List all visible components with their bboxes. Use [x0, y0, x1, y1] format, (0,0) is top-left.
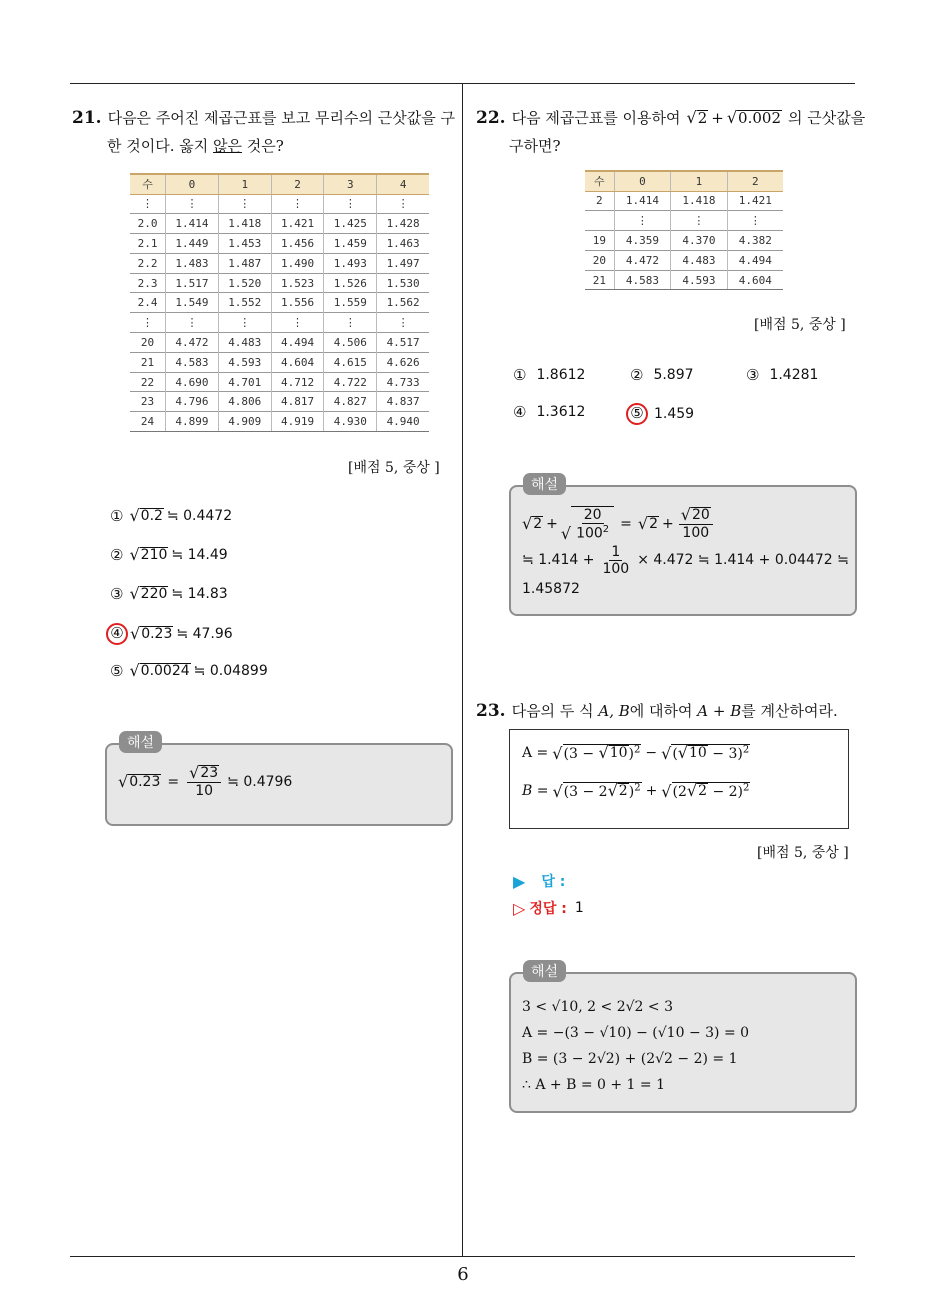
table-cell: ⋮ [218, 194, 271, 214]
table-cell: ⋮ [271, 313, 324, 333]
table-cell: 1.487 [218, 253, 271, 273]
q22-solution-tag: 해설 [523, 473, 566, 495]
choice-value: 1.3612 [536, 404, 586, 420]
q23-sol-line2: A = −(3 − √10) − (√10 − 3) = 0 [522, 1025, 750, 1041]
table-cell: 4.472 [614, 250, 670, 270]
table-cell: 1.556 [271, 293, 324, 313]
page-number: 6 [457, 1264, 469, 1285]
q23-correct-value: 1 [574, 900, 584, 916]
table-cell: ⋮ [377, 313, 429, 333]
triangle-outline-icon: ▷ [513, 898, 526, 918]
table-cell: 1.483 [166, 253, 219, 273]
table-row [130, 234, 429, 254]
table-cell: ⋮ [614, 211, 670, 231]
q21-square-root-table [130, 173, 429, 432]
q22-sol-line2 [522, 544, 849, 577]
q23-def-b: B = √ (3 − 2 √ 2 )$^2$ + √ (2 √ 2 − 2)$^2$ [522, 781, 750, 801]
q21-sol-eq: = [167, 774, 180, 791]
table-cell: 1.414 [614, 191, 670, 211]
table-cell: 4.615 [324, 352, 377, 372]
q22-sol-fexp: 2 [602, 524, 610, 536]
choice-value: 1.8612 [536, 367, 586, 383]
q22-sol-f2den: 100 [682, 524, 710, 541]
q22-score: [배점 5, 중상 ] [754, 317, 846, 333]
question-21 [72, 104, 457, 160]
table-cell: 1.562 [377, 293, 429, 313]
table-cell: 4.382 [727, 231, 783, 251]
q22-sol-fden: 100 [576, 525, 603, 542]
q23-correct-line [513, 898, 584, 918]
q22-line1 [476, 104, 866, 132]
q22-sol-f2num: 20 [691, 507, 710, 524]
table-cell: 1.530 [377, 273, 429, 293]
table-cell: 4.583 [614, 270, 670, 290]
table-cell: ⋮ [166, 194, 219, 214]
q21-score: [배점 5, 중상 ] [348, 460, 440, 476]
table-row [585, 211, 783, 231]
table-row [130, 392, 429, 412]
table-cell: 1.449 [166, 234, 219, 254]
table-cell: 1.414 [166, 214, 219, 234]
q23-text-a: 다음의 두 식 [511, 702, 594, 720]
q21-sol-radicand: 0.23 [129, 774, 161, 791]
table-row [130, 194, 429, 214]
q22-sol-l2fnum: 1 [611, 543, 621, 560]
table-cell: 4.359 [614, 231, 670, 251]
table-header-cell: 1 [671, 171, 727, 191]
table-cell: 1.549 [166, 293, 219, 313]
table-row [585, 250, 783, 270]
table-cell: 4.604 [727, 270, 783, 290]
table-cell: 4.626 [377, 352, 429, 372]
q22-choice-4[interactable] [513, 403, 585, 421]
table-cell: 2.2 [130, 253, 166, 273]
q21-sol-fraction: √ 23 10 [187, 765, 221, 799]
q21-text-underline: 않은 [213, 137, 242, 155]
table-row [585, 231, 783, 251]
q21-text-1: 다음은 주어진 제곱근표를 보고 무리수의 근삿값을 구 [107, 109, 455, 127]
q23-text-c: 를 계산하여라. [741, 702, 838, 720]
q22-choice-2[interactable] [630, 366, 694, 384]
table-header-cell: 2 [271, 174, 324, 194]
table-cell: 2.0 [130, 214, 166, 234]
table-cell: 1.523 [271, 273, 324, 293]
q22-sol-line1: √ 2 + √ $\frac{20}{100^2}$ = √ 2 + √ 20 100 [522, 506, 849, 542]
choice-value: 1.459 [654, 406, 695, 422]
q21-solution-math [118, 765, 292, 799]
q22-sol-l2a: ≒ 1.414 + [522, 552, 595, 569]
table-cell: 4.483 [671, 250, 727, 270]
q21-choice-3[interactable] [110, 585, 228, 603]
table-header-cell: 1 [218, 174, 271, 194]
table-cell: 1.463 [377, 234, 429, 254]
choice-sqrt: √ 210 [129, 545, 168, 564]
table-row [130, 273, 429, 293]
table-cell: 1.493 [324, 253, 377, 273]
table-cell: 2.4 [130, 293, 166, 313]
table-cell: 1.418 [218, 214, 271, 234]
choice-number: ① [110, 507, 124, 525]
q22-sol-l2b: × 4.472 ≒ 1.414 + 0.04472 ≒ [637, 552, 849, 569]
table-cell: 1.425 [324, 214, 377, 234]
q22-plus: + [711, 109, 724, 127]
bottom-rule [70, 1256, 855, 1257]
q23-text-b: 에 대하여 [629, 702, 693, 720]
choice-number: ③ [110, 585, 124, 603]
table-cell: 4.837 [377, 392, 429, 412]
table-header-cell: 수 [585, 171, 614, 191]
q23-sol-line4: ∴ A + B = 0 + 1 = 1 [522, 1077, 666, 1093]
table-cell: 20 [585, 250, 614, 270]
question-22 [476, 104, 866, 160]
q22-sqrt-2: √ 2 [686, 108, 708, 128]
choice-sqrt: √ 220 [129, 584, 168, 603]
table-cell: 4.930 [324, 412, 377, 432]
choice-number: ① [513, 366, 527, 384]
table-cell: 21 [130, 352, 166, 372]
q23-def-b-label: B = [522, 782, 549, 799]
q22-sol-fnum: 20 [583, 507, 602, 523]
table-cell: 4.806 [218, 392, 271, 412]
table-row [130, 293, 429, 313]
q22-text-b: 의 근삿값을 [788, 109, 866, 127]
table-cell: ⋮ [271, 194, 324, 214]
q22-choice-1[interactable] [513, 366, 585, 384]
q21-line1 [72, 104, 457, 132]
choice-number: ⑤ [110, 662, 124, 680]
choice-value: 1.4281 [769, 367, 819, 383]
q21-sol-result: ≒ 0.4796 [227, 774, 293, 791]
table-cell: ⋮ [324, 194, 377, 214]
choice-number: ⑤ [626, 403, 648, 425]
q23-solution-tag: 해설 [523, 960, 566, 982]
q23-answer-label: 답 : [541, 874, 566, 890]
table-header-cell: 3 [324, 174, 377, 194]
choice-number: ② [110, 546, 124, 564]
table-cell: 4.583 [166, 352, 219, 372]
q22-solution-math [522, 506, 849, 597]
table-cell: 4.796 [166, 392, 219, 412]
choice-sqrt: √ 0.0024 [129, 661, 190, 680]
table-header-cell: 0 [166, 174, 219, 194]
table-cell: ⋮ [130, 313, 166, 333]
table-cell: 23 [130, 392, 166, 412]
q21-line2 [72, 132, 457, 160]
q22-rad1: 2 [697, 108, 708, 127]
table-cell: ⋮ [377, 194, 429, 214]
choice-value: ≒ 14.49 [171, 547, 228, 563]
choice-number: ④ [513, 403, 527, 421]
table-cell: ⋮ [218, 313, 271, 333]
table-cell: 4.940 [377, 412, 429, 432]
table-cell: 4.483 [218, 333, 271, 353]
choice-number: ④ [106, 623, 128, 645]
table-cell: 4.701 [218, 372, 271, 392]
table-row [130, 372, 429, 392]
table-cell: 20 [130, 333, 166, 353]
table-cell: 1.490 [271, 253, 324, 273]
choice-number: ② [630, 366, 644, 384]
q21-sol-frac-num: 23 [200, 765, 219, 782]
q21-choice-1[interactable] [110, 507, 232, 525]
q23-number: 23. [476, 701, 506, 721]
q21-sol-frac-den: 10 [195, 783, 214, 800]
q21-solution-tag: 해설 [119, 731, 162, 753]
table-cell: 1.418 [671, 191, 727, 211]
table-cell: 1.552 [218, 293, 271, 313]
q21-number: 21. [72, 108, 102, 128]
table-cell: 4.827 [324, 392, 377, 412]
q22-choice-3[interactable] [746, 366, 818, 384]
table-cell: 1.421 [727, 191, 783, 211]
table-cell: ⋮ [727, 211, 783, 231]
q22-sol-r2a: 2 [533, 516, 543, 533]
column-divider [462, 83, 463, 1256]
table-cell: 4.370 [671, 231, 727, 251]
table-header-cell: 2 [727, 171, 783, 191]
table-cell: 4.919 [271, 412, 324, 432]
choice-value: ≒ 0.04899 [193, 663, 268, 679]
table-cell: 1.428 [377, 214, 429, 234]
choice-value: ≒ 0.4472 [166, 508, 233, 524]
triangle-filled-icon: ▶ [513, 871, 526, 891]
table-cell: 2.3 [130, 273, 166, 293]
choice-value: ≒ 14.83 [171, 586, 228, 602]
q22-text-a: 다음 제곱근표를 이용하여 [511, 109, 681, 127]
table-cell: 2 [585, 191, 614, 211]
q23-sol-line1: 3 < √10, 2 < 2√2 < 3 [522, 999, 673, 1015]
table-row [130, 333, 429, 353]
table-cell: 4.472 [166, 333, 219, 353]
table-cell: 4.909 [218, 412, 271, 432]
table-cell: 1.517 [166, 273, 219, 293]
table-cell: 4.506 [324, 333, 377, 353]
q22-sqrt-0002: √ 0.002 [726, 108, 781, 128]
q21-choice-5[interactable] [110, 662, 268, 680]
q22-sol-l2fden: 100 [602, 560, 630, 577]
q21-text-2a: 한 것이다. 옳지 [107, 137, 214, 155]
q23-line1 [476, 697, 861, 725]
q23-expr: A + B [697, 702, 742, 720]
table-row [130, 214, 429, 234]
table-cell: 4.494 [271, 333, 324, 353]
table-cell: 22 [130, 372, 166, 392]
table-cell: 4.494 [727, 250, 783, 270]
q22-rad2: 0.002 [738, 108, 781, 127]
choice-sqrt: √ 0.23 [130, 624, 173, 643]
table-row [130, 313, 429, 333]
table-cell: ⋮ [166, 313, 219, 333]
table-cell: 1.526 [324, 273, 377, 293]
choice-sqrt: √ 0.2 [129, 506, 163, 525]
table-cell: 4.899 [166, 412, 219, 432]
q21-choice-4[interactable] [110, 623, 233, 645]
table-row [585, 270, 783, 290]
q23-vars: A, B [598, 702, 630, 720]
table-cell: 4.712 [271, 372, 324, 392]
q23-solution-math [522, 994, 749, 1098]
q22-sol-line3: 1.45872 [522, 581, 580, 598]
table-cell: 4.517 [377, 333, 429, 353]
q23-definition-box [509, 729, 849, 829]
choice-value: ≒ 47.96 [176, 626, 233, 642]
table-cell: 4.722 [324, 372, 377, 392]
q23-def-a-label: A = [522, 744, 549, 761]
table-cell: 1.453 [218, 234, 271, 254]
q23-answer-line [513, 871, 565, 891]
table-cell: ⋮ [671, 211, 727, 231]
q22-choice-5[interactable] [630, 403, 694, 425]
table-row [130, 253, 429, 273]
q22-square-root-table [585, 170, 783, 290]
table-cell: 1.559 [324, 293, 377, 313]
q23-correct-label: 정답 : [529, 901, 567, 917]
choice-number: ③ [746, 366, 760, 384]
table-cell: 2.1 [130, 234, 166, 254]
q21-text-2b: 것은? [242, 137, 284, 155]
q23-score: [배점 5, 중상 ] [757, 845, 849, 861]
table-cell [585, 211, 614, 231]
table-cell: 4.604 [271, 352, 324, 372]
choice-value: 5.897 [653, 367, 694, 383]
table-cell: 1.497 [377, 253, 429, 273]
q21-sol-sqrt: √ 0.23 [118, 772, 161, 792]
table-cell: 4.817 [271, 392, 324, 412]
table-cell: ⋮ [324, 313, 377, 333]
q22-sol-r2b: 2 [649, 516, 659, 533]
table-cell: 4.733 [377, 372, 429, 392]
table-cell: 4.690 [166, 372, 219, 392]
table-header-cell: 0 [614, 171, 670, 191]
table-row [585, 191, 783, 211]
table-cell: 1.421 [271, 214, 324, 234]
table-cell: 1.459 [324, 234, 377, 254]
table-header-cell: 4 [377, 174, 429, 194]
table-row [130, 352, 429, 372]
table-cell: 4.593 [671, 270, 727, 290]
q22-number: 22. [476, 108, 506, 128]
table-header-cell: 수 [130, 174, 166, 194]
table-row [130, 412, 429, 432]
table-cell: 19 [585, 231, 614, 251]
q23-def-a: A = √ (3 − √ 10 )$^2$ − √ ( √ 10 − 3)$^2$ [522, 743, 750, 763]
table-cell: 24 [130, 412, 166, 432]
table-cell: ⋮ [142, 197, 154, 211]
table-cell: 1.520 [218, 273, 271, 293]
q22-line2: 구하면? [509, 137, 561, 155]
q23-sol-line3: B = (3 − 2√2) + (2√2 − 2) = 1 [522, 1051, 738, 1067]
q21-choice-2[interactable] [110, 546, 228, 564]
table-cell: 4.593 [218, 352, 271, 372]
table-cell: 21 [585, 270, 614, 290]
table-cell: 1.456 [271, 234, 324, 254]
question-23 [476, 697, 861, 725]
